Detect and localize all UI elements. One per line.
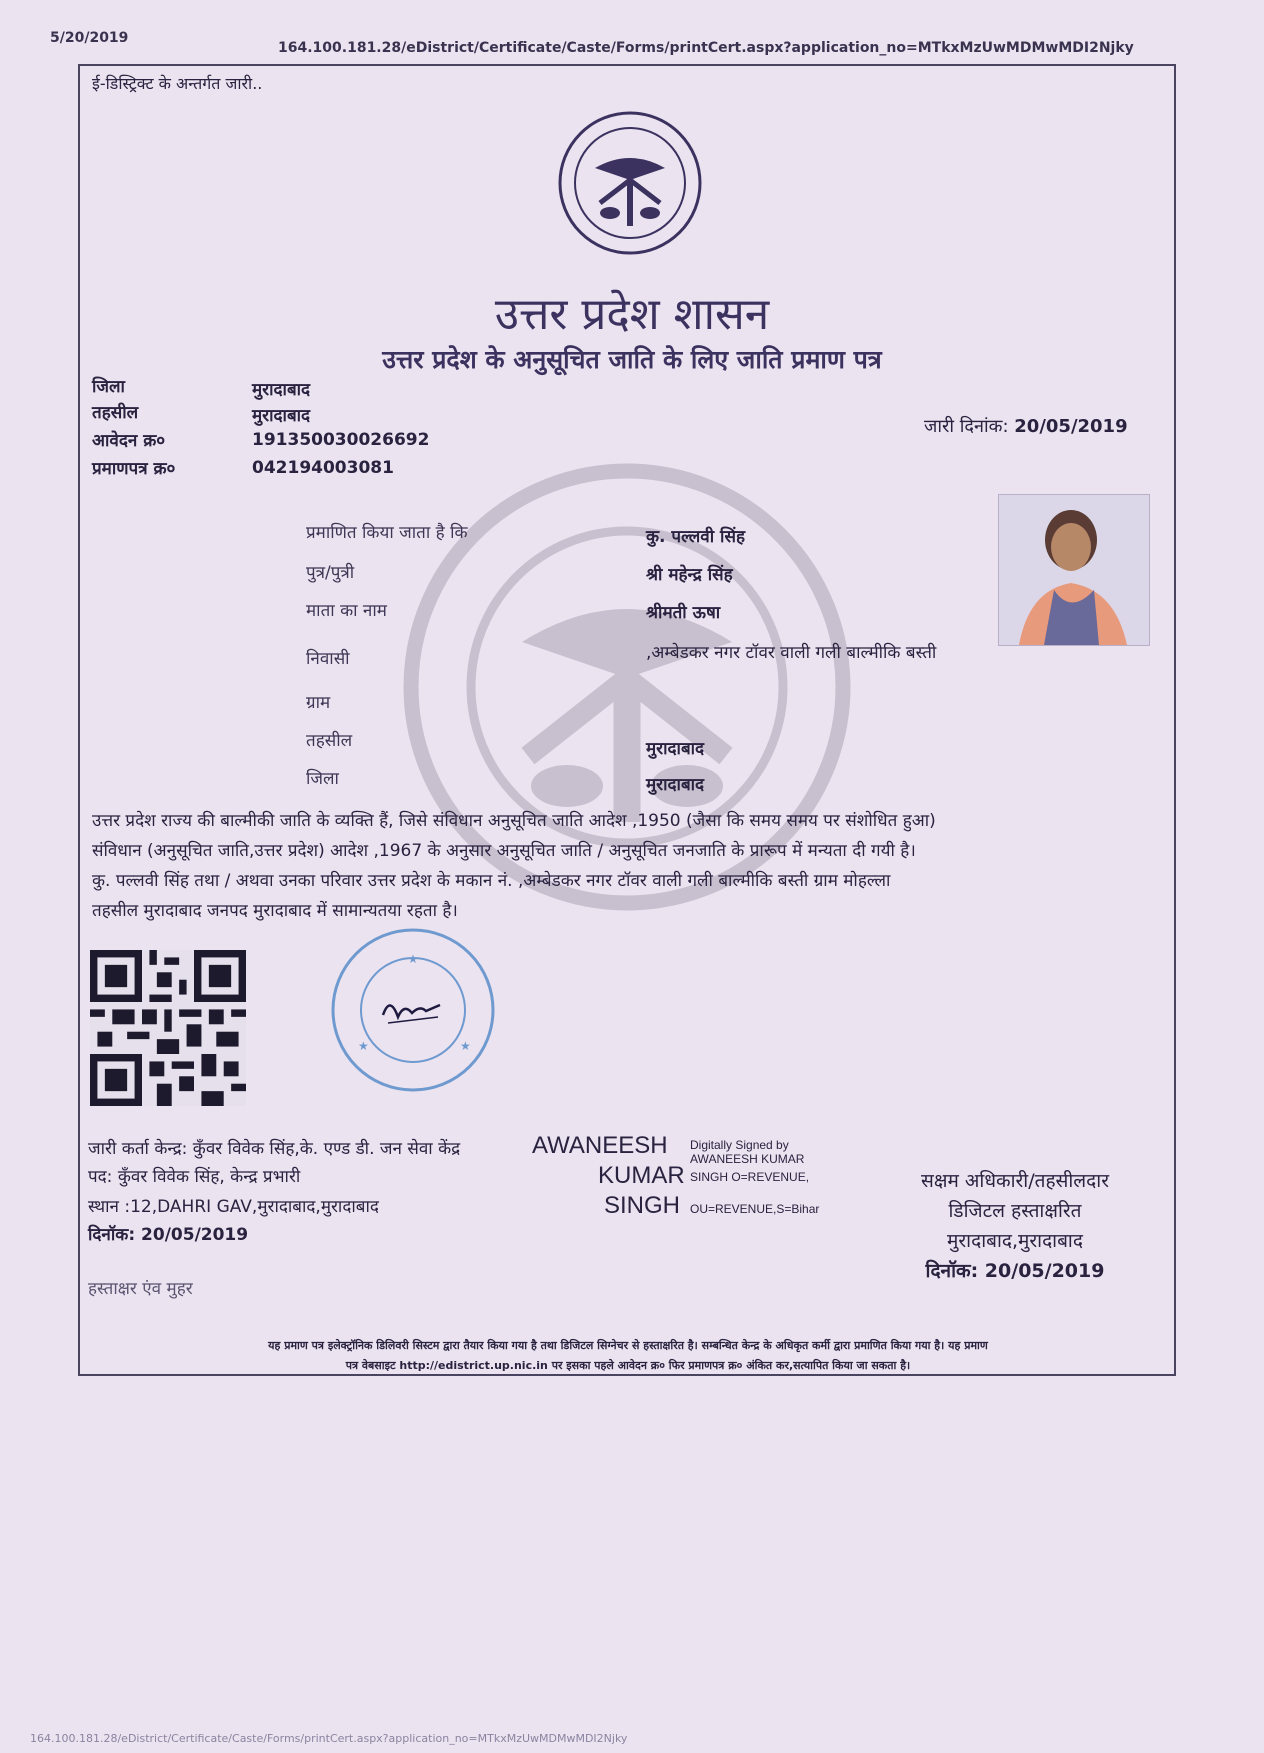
svg-text:★: ★ [407, 952, 419, 966]
digital-signature-info-1: Digitally Signed by [690, 1138, 789, 1152]
person-photo-icon [999, 495, 1149, 645]
officer-title: सक्षम अधिकारी/तहसीलदार [921, 1170, 1109, 1192]
applicant-photo [998, 494, 1150, 646]
issuer-date: दिनॉक: 20/05/2019 [88, 1225, 249, 1245]
digital-signature-info-4: OU=REVENUE,S=Bihar [690, 1202, 820, 1216]
svg-text:★: ★ [460, 1039, 471, 1053]
body-line-2: संविधान (अनुसूचित जाति,उत्तर प्रदेश) आदेश ,1967 के अनुसार अनुसूचित जाति / अनुसूचित जनजाति के प्रारूप में मन्यता दी गयी है। [92, 841, 916, 861]
body-line-3: कु. पल्लवी सिंह तथा / अथवा उनका परिवार उत्तर प्रदेश के मकान नं. ,अम्बेडकर नगर टॉवर वाली गली बाल्मीकि बस्ती ग्राम मोहल्ला [92, 871, 891, 891]
digital-signature-info-3: SINGH O=REVENUE, [690, 1170, 810, 1184]
svg-text:★: ★ [358, 1039, 369, 1053]
footer-line-1: यह प्रमाण पत्र इलेक्ट्रॉनिक डिलिवरी सिस्टम द्वारा तैयार किया गया है तथा डिजिटल सिग्नेचर से हस्ताक्षरित है। सम्बन्धित केन्द्र के अधिकृत कर्मी द्वारा प्रमाणित किया गया है। यह प्रमाण [268, 1339, 988, 1352]
relation-label: पुत्र/पुत्री [306, 563, 355, 583]
certificate-number-label: प्रमाणपत्र क्र० [92, 459, 176, 479]
certificate-title: उत्तर प्रदेश शासन [494, 289, 770, 340]
qr-code-icon [90, 950, 246, 1106]
applicant-name: कु. पल्लवी सिंह [646, 527, 745, 547]
office-seal-stamp-icon [328, 925, 498, 1095]
resident-label: निवासी [306, 649, 350, 669]
issued-under-text: ई-डिस्ट्रिक्ट के अन्तर्गत जारी.. [92, 74, 263, 93]
digital-signature-name-3: SINGH [604, 1192, 681, 1219]
detail-tehsil-value: मुरादाबाद [646, 739, 705, 759]
digital-signature-name-2: KUMAR [598, 1162, 685, 1189]
bottom-print-url: 164.100.181.28/eDistrict/Certificate/Caste/Forms/printCert.aspx?application_no=MTkxMzUwMDMwMDI2Njky [30, 1732, 628, 1745]
up-government-emblem [555, 108, 705, 258]
digital-signature-name-1: AWANEESH [532, 1132, 668, 1159]
body-line-4: तहसील मुरादाबाद जनपद मुरादाबाद में सामान्यतया रहता है। [92, 901, 458, 921]
browser-print-url: 164.100.181.28/eDistrict/Certificate/Caste/Forms/printCert.aspx?application_no=MTkxMzUwMDMwMDI2Njky [278, 40, 1134, 56]
district-value: मुरादाबाद [252, 380, 311, 400]
detail-district-label: जिला [306, 769, 339, 789]
officer-place: मुरादाबाद,मुरादाबाद [947, 1230, 1083, 1252]
village-label: ग्राम [306, 693, 331, 713]
resident-value: ,अम्बेडकर नगर टॉवर वाली गली बाल्मीकि बस्ती [646, 643, 937, 663]
issuer-post: पद: कुँवर विवेक सिंह, केन्द्र प्रभारी [88, 1167, 301, 1187]
tehsil-value: मुरादाबाद [252, 406, 311, 426]
issue-date [924, 414, 1128, 438]
tehsil-label: तहसील [92, 403, 139, 423]
certificate-body-text [92, 806, 1142, 926]
competent-officer-block [870, 1166, 1160, 1286]
certificate-number-value: 042194003081 [252, 458, 394, 478]
detail-district-value: मुरादाबाद [646, 775, 705, 795]
browser-print-date: 5/20/2019 [50, 30, 129, 46]
certified-label: प्रमाणित किया जाता है कि [306, 523, 468, 543]
detail-tehsil-label: तहसील [306, 731, 353, 751]
signature-seal-label: हस्ताक्षर एंव मुहर [88, 1279, 193, 1299]
mother-label: माता का नाम [306, 601, 387, 621]
application-number-value: 191350030026692 [252, 430, 430, 450]
digital-signature-info-2: AWANEESH KUMAR [690, 1152, 805, 1166]
officer-date: दिनॉक: 20/05/2019 [925, 1260, 1105, 1282]
certificate-subtitle: उत्तर प्रदेश के अनुसूचित जाति के लिए जाति प्रमाण पत्र [382, 345, 882, 374]
body-line-1: उत्तर प्रदेश राज्य की बाल्मीकी जाति के व्यक्ति हैं, जिसे संविधान अनुसूचित जाति आदेश ,1950 (जैसा कि समय समय पर संशोधित हुआ) [92, 811, 936, 831]
issuer-place: स्थान :12,DAHRI GAV,मुरादाबाद,मुरादाबाद [88, 1197, 379, 1217]
district-label: जिला [92, 377, 125, 397]
issue-date-value: 20/05/2019 [1014, 416, 1128, 437]
issuer-center: जारी कर्ता केन्द्र: कुँवर विवेक सिंह,के. एण्ड डी. जन सेवा केंद्र [88, 1139, 461, 1159]
officer-digital-signed: डिजिटल हस्ताक्षरित [948, 1200, 1082, 1222]
father-name: श्री महेन्द्र सिंह [646, 565, 733, 585]
footer-note [88, 1336, 1168, 1376]
issue-date-label: जारी दिनांक: [924, 416, 1009, 437]
mother-name: श्रीमती ऊषा [646, 603, 721, 623]
application-number-label: आवेदन क्र० [92, 431, 166, 451]
footer-line-2: पत्र वेबसाइट http://edistrict.up.nic.in पर इसका पहले आवेदन क्र० फिर प्रमाणपत्र क्र० अंकित कर,सत्यापित किया जा सकता है। [345, 1359, 911, 1372]
